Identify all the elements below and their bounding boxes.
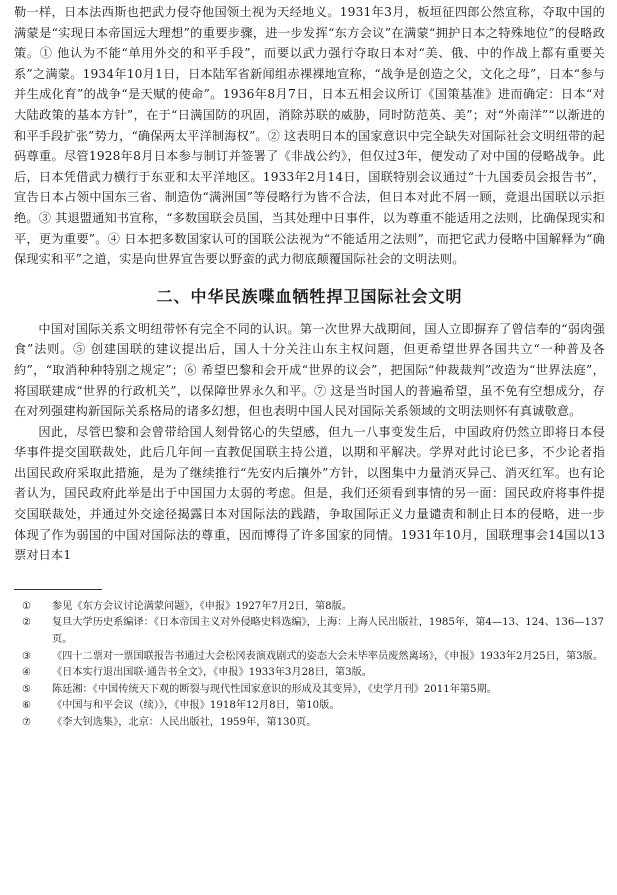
footnote [14,599,605,616]
footnote-text: 复旦大学历史系编译：《日本帝国主义对外侵略史料选编》，上海：上海人民出版社，1985年，第4—13、124、136—137页。 [52,617,604,646]
footnote-mark: ③ [22,650,32,662]
footnote-mark: ⑥ [22,700,32,712]
footnote-text: 《中国与和平会议（续）》，《申报》1918年12月8日，第10版。 [52,700,340,712]
footnote [14,682,605,699]
footnote-text: 《李大钊选集》，北京：人民出版社，1959年，第130页。 [52,717,317,728]
footnote-mark: ② [22,617,32,629]
paragraph-3: 因此，尽管巴黎和会曾带给国人刻骨铭心的失望感，但九一八事变发生后，中国政府仍然立即将日本侵华事件提交国联裁处，此后几年间一直教促国联主持公道，以期和平解决。学界对此讨论已多，不少论者指出国民政府采取此措施，是为了继续推行“先安内后攘外”方针，以图集中力量消灭异己、消灭红军。也有论者认为，国民政府此举是出于中国国力太弱的考虑。但是，我们还须看到事情的另一面：国民政府将事件提交国联裁处，并通过外交途径揭露日本对国际法的践踏，争取国际正义力量谴责和制止日本的侵略，进一步体现了作为弱国的中国对国际法的尊重，因而博得了许多国家的同情。1931年10月，国联理事会14国以13票对日本1 [14,424,605,563]
footnote-divider [14,589,102,590]
paragraph-intro: 勒一样，日本法西斯也把武力侵夺他国领土视为天经地义。1931年3月，板垣征四郎公然宣称，夺取中国的满蒙是“实现日本帝国远大理想”的重要步骤，进一步发挥“东方会议”在满蒙“拥护日本之特殊地位”的侵略政策。① 他认为不能“单用外交的和平手段”，而要以武力强行夺取日本对“美、俄、中的作战上都有重要关系”之满蒙。1934年10月1日，日本陆军省新闻组赤裸裸地宣称，“战争是创造之父，文化之母”，日本“参与并生成化育”的战争“是天赋的使命”。1936年8月7日，日本五相会议所订《国策基准》进而确定：日本“对大陆政策的基本方针”，在于“日满国防的巩固，消除苏联的威胁，同时防范英、美”；对“外南洋”“以渐进的和平手段扩张”势力，“确保两太平洋制海权”。② 这表明日本的国家意识中完全缺失对国际社会文明纽带的起码尊重。尽管1928年8月日本参与制订并签署了《非战公约》，但仅过3年，便发动了对中国的侵略战争。此后，日本凭借武力横行于东亚和太平洋地区。1933年2月14日，国联特别会议通过“十九国委员会报告书”，宣告日本占领中国东三省、制造伪“满洲国”等侵略行为皆不合法，但日本对此不屑一顾，竟退出国联以示拒绝。③ 其退盟通知书宣称，“多数国联会员国，当其处理中日事件，以为尊重不能适用之法则，比确保现实和平，更为重要”。④ 日本把多数国家认可的国联公法视为“不能适用之法则”，而把它武力侵略中国解释为“确保现实和平”之道，实是向世界宣告要以野蛮的武力彻底颠覆国际社会的文明法则。 [14,5,605,267]
footnote-text: 陈廷湘：《中国传统天下观的断裂与现代性国家意识的形成及其变异》，《史学月刊》2011年第5期。 [52,683,497,695]
footnote-text: 《四十二票对一票国联报告书通过大会松冈表演戏剧式的姿态大会未毕率员废然离场》，《申报》1933年2月25日，第3版。 [52,650,604,662]
paragraph-2: 中国对国际关系文明纽带怀有完全不同的认识。第一次世界大战期间，国人立即摒弃了曾信奉的“弱肉强食”法则。⑤ 创建国联的建议提出后，国人十分关注山东主权问题，但更希望世界各国共立“一种普及各約”，“取消种种特别之规定”；⑥ 希望巴黎和会开成“世界的议会”，把国际“仲裁裁判”改造为“世界法庭”，将国联建成“世界的行政机关”，以保障世界永久和平。⑦ 这是当时国人的普遍希望，虽不免有空想成分，存在对列强建构新国际关系格局的诸多幻想，但也表明中国人民对国际关系领域的文明法则怀有真诚敬意。 [14,321,605,419]
footnote-list [14,599,605,732]
footnote-mark: ① [22,600,32,612]
footnote [14,665,605,682]
footnote-text: 参见《东方会议讨论满蒙问题》，《申报》1927年7月2日，第8版。 [52,600,353,612]
section-heading: 二、中华民族喋血牺牲捍卫国际社会文明 [156,286,463,306]
footnote [14,698,605,715]
footnote-mark: ④ [22,667,32,679]
footnote [14,615,605,648]
footnote [14,649,605,666]
footnote-text: 《日本实行退出国联·通告书全文》，《申报》1933年3月28日，第3版。 [52,667,372,679]
footnote-mark: ⑦ [22,717,32,728]
footnote [14,715,605,732]
footnote-mark: ⑤ [22,683,32,695]
